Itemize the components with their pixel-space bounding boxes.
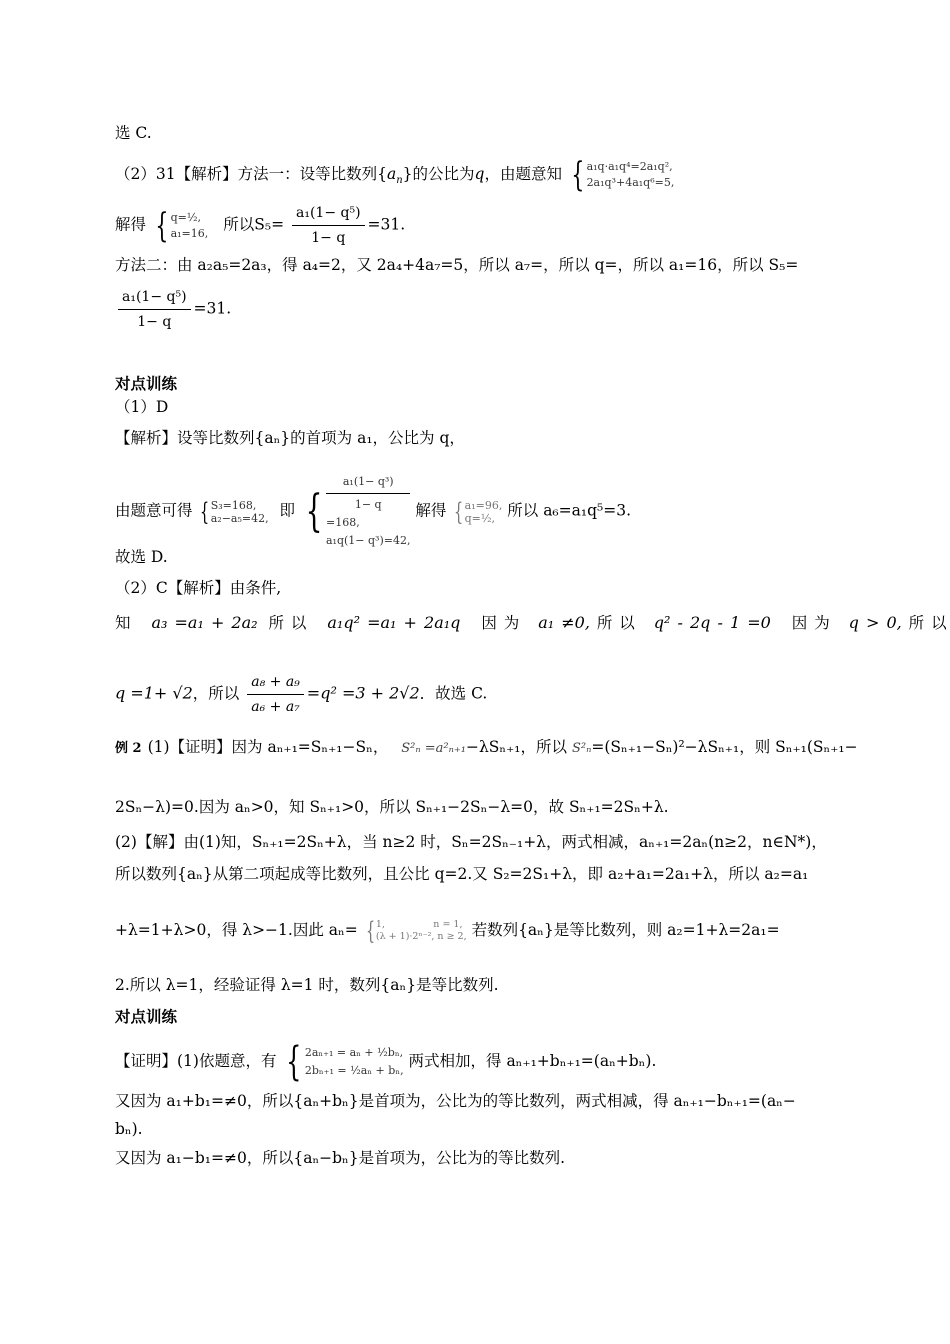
brace: { [571, 155, 585, 195]
line-given [115, 473, 631, 550]
text: (1)【证明】因为 aₙ₊₁=Sₙ₊₁−Sₙ， [147, 738, 389, 756]
line-proof-end: 2Sₙ−λ)=0.因为 aₙ>0，知 Sₙ₊₁>0，所以 Sₙ₊₁−2Sₙ−λ=0，故 Sₙ₊₁=2Sₙ+λ. [115, 798, 669, 816]
equation-system [211, 499, 269, 525]
fraction: $\frac{\text{a₈ + a₉}}{\text{a₆ + a₇}}$ [247, 672, 304, 717]
text: 解得 [115, 215, 147, 234]
math: S²ₙ [571, 741, 592, 756]
line-method-two: 方法二：由 a₂a₅=2a₃，得 a₄=2，又 2a₄+4a₇=5，所以 a₇=，所以 q=，所以 a₁=16，所以 S₅= [115, 256, 799, 274]
text: 两式相加，得 aₙ₊₁+bₙ₊₁=(aₙ+bₙ). [408, 1052, 657, 1070]
text: ，由题意知 [484, 165, 562, 183]
text: 即 [279, 501, 296, 520]
text: 所 以 [268, 614, 307, 632]
text: ．故选 C. [419, 684, 488, 703]
line-ratio [115, 672, 487, 717]
example-label: 例 2 [115, 741, 142, 756]
line-piecewise [115, 914, 780, 948]
eq-row: a₁=16, [170, 226, 209, 240]
line-solution [115, 203, 405, 248]
math: S₅= [254, 215, 285, 234]
brace: { [365, 917, 375, 945]
equation-system [305, 1044, 404, 1080]
text: =31. [367, 215, 406, 234]
text: 【证明】(1)依题意，有 [115, 1052, 277, 1070]
eq-row: S₃=168, [210, 498, 257, 512]
fraction: $\frac{\text{a₁(1− q⁵)}}{1- q}$ [118, 287, 191, 332]
text: 所 以 [596, 614, 635, 632]
brace: { [286, 1039, 302, 1085]
heading-practice-2: 对点训练 [115, 1007, 178, 1026]
text: 解得 [415, 501, 447, 520]
line-analysis: 【解析】设等比数列{aₙ}的首项为 a₁，公比为 q， [115, 429, 465, 447]
eq-row: 2bₙ₊₁ = ½aₙ + bₙ, [304, 1064, 404, 1077]
eq-row: a₁=96, [464, 498, 503, 512]
text: }的公比为 [402, 165, 475, 183]
eq-row: 2aₙ₊₁ = aₙ + ½bₙ, [304, 1046, 404, 1059]
text: 知 [115, 614, 131, 632]
fraction: $\frac{\text{a₁(1− q⁵)}}{1- q}$ [292, 203, 365, 248]
text: 所以 [223, 215, 255, 234]
line-method-one: （2）31【解析】方法一：设等比数列$\{a_n\}$的公比为q，由题意知 { a₁q·a₁q⁴=2a₁q², 2a₁q³+4a₁q⁶=5, [115, 155, 675, 195]
equation-system [171, 210, 209, 242]
line-know [115, 613, 947, 633]
equation-system [465, 499, 503, 525]
line-lambda: 2.所以 λ=1，经验证得 λ=1 时，数列{aₙ}是等比数列. [115, 976, 499, 994]
text: （2）31【解析】方法一：设等比数列{ [115, 165, 387, 183]
equation-system [587, 159, 675, 191]
line-geometric-from-2: 所以数列{aₙ}从第二项起成等比数列，且公比 q=2.又 S₂=2S₁+λ，即 a₂+a₁=2a₁+λ，所以 a₂=a₁ [115, 865, 809, 883]
math: a₁q² =a₁ + 2a₁q [327, 613, 461, 632]
text: −λSₙ₊₁，所以 [465, 738, 568, 756]
math: S²ₙ =a²ₙ₊₁ [401, 741, 466, 756]
text: =(Sₙ₊₁−Sₙ)²−λSₙ₊₁，则 Sₙ₊₁(Sₙ₊₁− [591, 738, 858, 756]
text: 所 以 [908, 614, 947, 632]
math: a₃ =a₁ + 2a₂ [151, 613, 258, 632]
text: ，所以 [192, 684, 240, 703]
eq-row: a₁q(1− q³)=42, [326, 534, 411, 547]
math: q² - 2q - 1 =0 [653, 613, 771, 632]
text: 因 为 [481, 614, 520, 632]
piecewise-system [376, 919, 467, 943]
text: +λ=1+λ>0，得 λ>−1.因此 aₙ= [115, 921, 358, 939]
eq-row: 1, n = 1, [375, 919, 463, 930]
math: =q² =3 + 2√2 [306, 683, 420, 703]
eq-row: a₂−a₅=42, [210, 511, 269, 525]
heading-practice-1: 对点训练 [115, 374, 178, 393]
text: 因 为 [791, 614, 830, 632]
text: 所以 a₆=a₁q⁵=3. [507, 501, 632, 520]
line-answer-d: （1）D [115, 398, 169, 416]
brace: { [305, 485, 323, 537]
brace: { [200, 497, 210, 526]
line-sum-sequence: 又因为 a₁+b₁=≠0，所以{aₙ+bₙ}是首项为，公比为的等比数列，两式相减，得 aₙ₊₁−bₙ₊₁=(aₙ− [115, 1092, 796, 1110]
line-diff-sequence: 又因为 a₁−b₁=≠0，所以{aₙ−bₙ}是首项为，公比为的等比数列. [115, 1149, 566, 1167]
eq-row: q=½, [170, 210, 202, 224]
line-select-c: 选 C. [115, 124, 152, 142]
text: =31. [193, 299, 232, 318]
eq-row: q=½, [464, 511, 496, 525]
line-method-two-result [115, 287, 231, 332]
eq-row: a₁(1− q³) 1− q =168, [326, 473, 410, 532]
text: 由题意可得 [115, 501, 193, 520]
line-bn: bₙ). [115, 1120, 143, 1138]
equation-system [326, 473, 410, 550]
brace: { [155, 205, 169, 246]
line-answer-c: （2）C【解析】由条件, [115, 579, 282, 597]
brace: { [454, 497, 464, 526]
line-solve-2: (2)【解】由(1)知，Sₙ₊₁=2Sₙ+λ，当 n≥2 时，Sₙ=2Sₙ₋₁+λ，两式相减，aₙ₊₁=2aₙ(n≥2，n∈N*)， [115, 833, 827, 851]
eq-row: (λ + 1)·2ⁿ⁻², n ≥ 2, [375, 931, 467, 942]
line-choose-d: 故选 D. [115, 548, 168, 566]
math: q > 0, [848, 613, 902, 632]
line-proof-1 [115, 1039, 657, 1085]
eq-row: 2a₁q³+4a₁q⁶=5, [586, 176, 675, 189]
math: q =1+ √2 [115, 683, 193, 703]
line-example-2 [115, 737, 858, 759]
math: a₁ ≠0, [538, 613, 590, 632]
text: 若数列{aₙ}是等比数列，则 a₂=1+λ=2a₁= [471, 921, 780, 939]
eq-row: a₁q·a₁q⁴=2a₁q², [586, 160, 673, 173]
